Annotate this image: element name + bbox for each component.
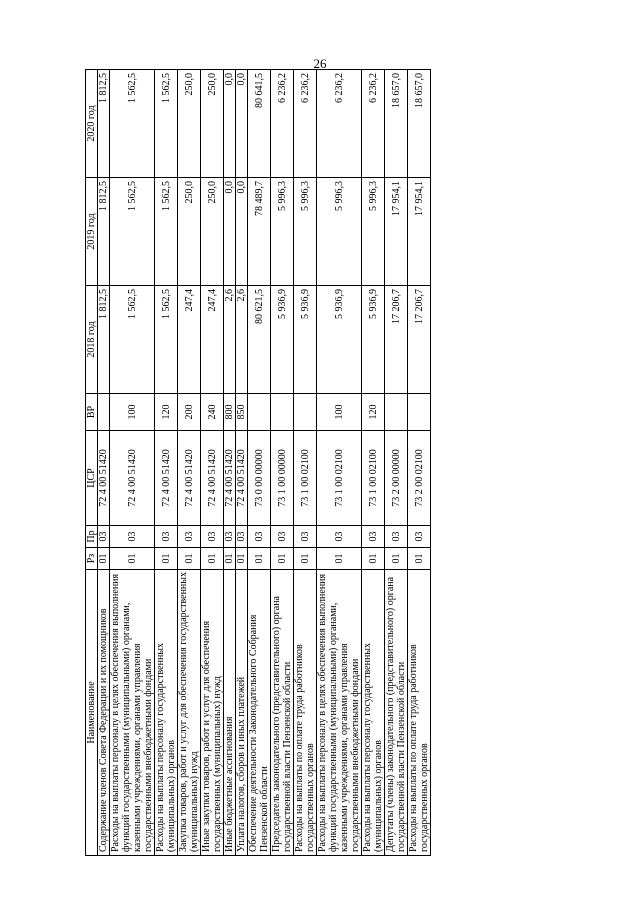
cell-2019: 0,0 (236, 178, 248, 286)
cell-rz: 01 (271, 548, 294, 570)
cell-2018: 17 206,7 (408, 286, 431, 394)
cell-2020: 6 236,2 (271, 70, 294, 178)
cell-vr: 800 (224, 394, 236, 431)
cell-name: Расходы на выплаты по оплате труда работников государственных органов (408, 570, 431, 856)
cell-csr: 73 2 00 02100 (408, 431, 431, 526)
cell-2018: 247,4 (201, 286, 224, 394)
header-name: Наименование (86, 570, 98, 856)
table-row (110, 70, 155, 856)
cell-2018: 247,4 (178, 286, 201, 394)
cell-rz: 01 (178, 548, 201, 570)
budget-table (85, 69, 431, 856)
cell-name: Расходы на выплаты по оплате труда работников государственных органов (294, 570, 317, 856)
cell-vr (385, 394, 408, 431)
cell-csr: 72 4 00 51420 (236, 431, 248, 526)
cell-pr: 03 (317, 526, 362, 548)
cell-2020: 6 236,2 (362, 70, 385, 178)
cell-csr: 72 4 00 51420 (155, 431, 178, 526)
cell-name: Иные закупки товаров, работ и услуг для обеспечения государственных (муниципальных) нужд (201, 570, 224, 856)
cell-rz: 01 (385, 548, 408, 570)
cell-2019: 1 562,5 (155, 178, 178, 286)
header-2018: 2018 год (86, 286, 98, 394)
cell-2020: 80 641,5 (248, 70, 271, 178)
cell-2020: 1 562,5 (155, 70, 178, 178)
cell-name: Депутаты (члены) законодательного (представительного) органа государственной власти Пензенской области (385, 570, 408, 856)
cell-name: Расходы на выплаты персоналу государственных (муниципальных) органов (155, 570, 178, 856)
cell-2019: 0,0 (224, 178, 236, 286)
cell-pr: 03 (224, 526, 236, 548)
cell-pr: 03 (201, 526, 224, 548)
table-header-row (86, 70, 98, 856)
cell-rz: 01 (98, 548, 110, 570)
cell-vr: 240 (201, 394, 224, 431)
cell-2018: 2,6 (236, 286, 248, 394)
cell-2019: 78 489,7 (248, 178, 271, 286)
cell-vr: 200 (178, 394, 201, 431)
cell-pr: 03 (385, 526, 408, 548)
cell-csr: 72 4 00 51420 (201, 431, 224, 526)
cell-2018: 1 562,5 (155, 286, 178, 394)
cell-csr: 73 1 00 00000 (271, 431, 294, 526)
table-row (362, 70, 385, 856)
cell-csr: 73 1 00 02100 (362, 431, 385, 526)
cell-2019: 1 812,5 (98, 178, 110, 286)
cell-rz: 01 (110, 548, 155, 570)
table-row (271, 70, 294, 856)
cell-2018: 80 621,5 (248, 286, 271, 394)
cell-name: Расходы на выплаты персоналу в целях обеспечения выполнения функций государственными (муниципальными) органами, казенными учреждениями, органами управления государственными внебюджетными фондами (110, 570, 155, 856)
cell-csr: 73 1 00 02100 (317, 431, 362, 526)
cell-vr (248, 394, 271, 431)
cell-csr: 73 0 00 00000 (248, 431, 271, 526)
cell-2018: 1 562,5 (110, 286, 155, 394)
cell-vr (294, 394, 317, 431)
cell-2020: 250,0 (201, 70, 224, 178)
header-vr: ВР (86, 394, 98, 431)
cell-pr: 03 (110, 526, 155, 548)
cell-2018: 1 812,5 (98, 286, 110, 394)
cell-csr: 72 4 00 51420 (178, 431, 201, 526)
table-row (408, 70, 431, 856)
cell-pr: 03 (248, 526, 271, 548)
cell-name: Расходы на выплаты персоналу государственных (муниципальных) органов (362, 570, 385, 856)
table-row (294, 70, 317, 856)
cell-2018: 5 936,9 (317, 286, 362, 394)
cell-2020: 18 657,0 (408, 70, 431, 178)
cell-2020: 6 236,2 (317, 70, 362, 178)
header-pr: Пр (86, 526, 98, 548)
cell-vr: 850 (236, 394, 248, 431)
cell-2018: 5 936,9 (294, 286, 317, 394)
cell-rz: 01 (248, 548, 271, 570)
cell-2018: 5 936,9 (271, 286, 294, 394)
cell-2020: 6 236,2 (294, 70, 317, 178)
cell-name: Обеспечение деятельности Законодательного Собрания Пензенской области (248, 570, 271, 856)
cell-2020: 1 562,5 (110, 70, 155, 178)
cell-vr (271, 394, 294, 431)
cell-2019: 5 996,3 (362, 178, 385, 286)
cell-2019: 17 954,1 (408, 178, 431, 286)
cell-csr: 73 2 00 00000 (385, 431, 408, 526)
cell-pr: 03 (408, 526, 431, 548)
cell-csr: 72 4 00 51420 (98, 431, 110, 526)
cell-2020: 1 812,5 (98, 70, 110, 178)
table-row (155, 70, 178, 856)
cell-pr: 03 (362, 526, 385, 548)
cell-vr: 120 (155, 394, 178, 431)
cell-rz: 01 (362, 548, 385, 570)
cell-2018: 17 206,7 (385, 286, 408, 394)
cell-rz: 01 (201, 548, 224, 570)
cell-rz: 01 (408, 548, 431, 570)
cell-pr: 03 (271, 526, 294, 548)
cell-2019: 5 996,3 (271, 178, 294, 286)
page-number: 26 (313, 56, 327, 71)
cell-vr (408, 394, 431, 431)
cell-2020: 0,0 (224, 70, 236, 178)
table-row (98, 70, 110, 856)
cell-2018: 2,6 (224, 286, 236, 394)
table-row (201, 70, 224, 856)
cell-2020: 18 657,0 (385, 70, 408, 178)
cell-vr: 100 (317, 394, 362, 431)
table-row (317, 70, 362, 856)
cell-vr (98, 394, 110, 431)
cell-rz: 01 (294, 548, 317, 570)
header-2019: 2019 год (86, 178, 98, 286)
cell-rz: 01 (224, 548, 236, 570)
cell-2020: 250,0 (178, 70, 201, 178)
cell-rz: 01 (236, 548, 248, 570)
cell-csr: 72 4 00 51420 (224, 431, 236, 526)
cell-2019: 5 996,3 (294, 178, 317, 286)
table-row (224, 70, 236, 856)
cell-rz: 01 (317, 548, 362, 570)
cell-name: Уплата налогов, сборов и иных платежей (236, 570, 248, 856)
cell-2019: 1 562,5 (110, 178, 155, 286)
cell-rz: 01 (155, 548, 178, 570)
cell-name: Расходы на выплаты персоналу в целях обеспечения выполнения функций государственными (муниципальными) органами, казенными учреждениями, органами управления государственными внебюджетными фондами (317, 570, 362, 856)
cell-vr: 100 (110, 394, 155, 431)
cell-pr: 03 (294, 526, 317, 548)
header-rz: Рз (86, 548, 98, 570)
cell-vr: 120 (362, 394, 385, 431)
table-row (178, 70, 201, 856)
cell-pr: 03 (98, 526, 110, 548)
cell-2019: 5 996,3 (317, 178, 362, 286)
cell-2018: 5 936,9 (362, 286, 385, 394)
table-row (385, 70, 408, 856)
header-2020: 2020 год (86, 70, 98, 178)
cell-name: Закупка товаров, работ и услуг для обеспечения государственных (муниципальных) нужд (178, 570, 201, 856)
rotated-table-container (85, 70, 527, 856)
cell-2019: 250,0 (178, 178, 201, 286)
cell-name: Иные бюджетные ассигнования (224, 570, 236, 856)
table-row (248, 70, 271, 856)
cell-2020: 0,0 (236, 70, 248, 178)
cell-pr: 03 (236, 526, 248, 548)
cell-csr: 72 4 00 51420 (110, 431, 155, 526)
cell-2019: 250,0 (201, 178, 224, 286)
cell-name: Председатель законодательного (представительного) органа государственной власти Пензенской области (271, 570, 294, 856)
cell-pr: 03 (178, 526, 201, 548)
cell-name: Содержание членов Совета Федерации и их помощников (98, 570, 110, 856)
header-csr: ЦСР (86, 431, 98, 526)
cell-2019: 17 954,1 (385, 178, 408, 286)
cell-pr: 03 (155, 526, 178, 548)
table-row (236, 70, 248, 856)
cell-csr: 73 1 00 02100 (294, 431, 317, 526)
